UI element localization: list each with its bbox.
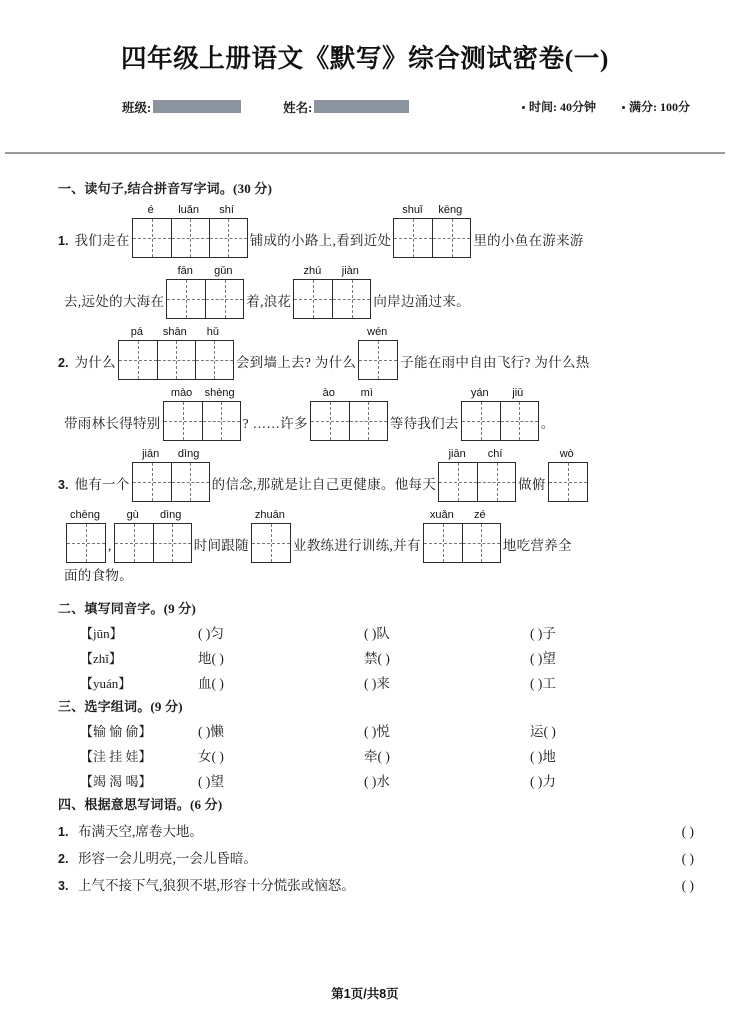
answer-slot[interactable]: ( )匀: [198, 625, 224, 641]
pinyin-label: jiān: [448, 448, 466, 460]
answer-cell[interactable]: [157, 341, 195, 379]
answer-slot[interactable]: ( )懒: [198, 723, 224, 739]
pinyin-label: zhuān: [254, 509, 285, 521]
exercise-row: [58, 720, 708, 740]
pinyin-label: wén: [367, 326, 388, 338]
sentence-text: 。: [540, 415, 555, 431]
answer-cell[interactable]: [349, 402, 387, 440]
answer-cell[interactable]: [500, 402, 538, 440]
meta-group: [522, 98, 712, 115]
cue-label: 【输 愉 偷】: [80, 723, 152, 739]
answer-cells[interactable]: [393, 218, 471, 258]
pinyin-grid[interactable]: [423, 508, 501, 563]
pinyin-label: jiān: [142, 448, 160, 460]
answer-cell[interactable]: [549, 463, 587, 501]
pinyin-grid[interactable]: [358, 325, 398, 380]
answer-cell[interactable]: [115, 524, 153, 562]
cue-label: 【竭 渴 喝】: [80, 773, 152, 789]
answer-cells[interactable]: [548, 462, 588, 502]
answer-slot[interactable]: ( )望: [198, 773, 224, 789]
pinyin-row: [118, 325, 234, 340]
pinyin-label: zhú: [303, 265, 322, 277]
sentence-text: 着,浪花: [246, 293, 292, 309]
cue-label: 【jūn】: [80, 625, 123, 641]
pinyin-label: shān: [162, 326, 187, 338]
answer-cell[interactable]: [205, 280, 243, 318]
pinyin-row: [358, 325, 398, 340]
bullet-icon: [522, 106, 525, 109]
sentence-text: 带雨林长得特别: [64, 415, 161, 431]
pinyin-grid[interactable]: [251, 508, 291, 563]
answer-slot[interactable]: ( )子: [530, 625, 556, 641]
pinyin-grid[interactable]: [114, 508, 192, 563]
pinyin-grid[interactable]: [293, 264, 371, 319]
answer-cells[interactable]: [66, 523, 106, 563]
score-meta-text: 满分: 100分: [629, 100, 690, 115]
pinyin-grid[interactable]: [118, 325, 234, 380]
pinyin-grid[interactable]: [66, 508, 106, 563]
meaning-row: [58, 847, 708, 867]
pinyin-label: shèng: [204, 387, 235, 399]
exam-content: [0, 170, 730, 894]
score-meta: [622, 98, 690, 115]
answer-cell[interactable]: [209, 219, 247, 257]
item-number: 3.: [58, 878, 69, 893]
answer-slot[interactable]: ( )工: [530, 675, 556, 691]
pinyin-label: mào: [170, 387, 193, 399]
section-four-heading: 四、根据意思写词语。(6 分): [58, 796, 223, 812]
exercise-row: [58, 745, 708, 765]
sentence-text: 去,远处的大海在: [64, 293, 165, 309]
answer-cell[interactable]: [332, 280, 370, 318]
pinyin-row: [461, 386, 539, 401]
answer-slot[interactable]: 牵( ): [364, 748, 390, 764]
answer-cells[interactable]: [438, 462, 516, 502]
section-one-body: [58, 203, 708, 594]
answer-cells[interactable]: [358, 340, 398, 380]
sentence-text: 会到墙上去? 为什么: [235, 354, 357, 370]
pinyin-grid[interactable]: [166, 264, 244, 319]
name-field[interactable]: [283, 98, 409, 116]
sentence-text: 我们走在: [74, 232, 130, 248]
pinyin-grid[interactable]: [163, 386, 241, 441]
section-three-heading: 三、选字组词。(9 分): [58, 698, 183, 714]
pinyin-label: ào: [322, 387, 335, 399]
exercise-row: [58, 622, 708, 642]
answer-slot[interactable]: ( )地: [530, 748, 556, 764]
answer-cell[interactable]: [202, 402, 240, 440]
cue-label: 【yuán】: [80, 675, 132, 691]
sentence-text: 等待我们去: [389, 415, 459, 431]
answer-cell[interactable]: [477, 463, 515, 501]
sentence-text: 的信念,那就是让自己更健康。他每天: [211, 476, 437, 492]
answer-cell[interactable]: [167, 280, 205, 318]
answer-cells[interactable]: [118, 340, 234, 380]
class-field[interactable]: [122, 98, 241, 116]
pinyin-row: [114, 508, 192, 523]
sentence-text: 业教练进行训练,并有: [292, 537, 421, 553]
section-two-body: [58, 622, 708, 692]
question-line: [58, 325, 708, 380]
answer-slot[interactable]: 女( ): [198, 748, 224, 764]
pinyin-label: kēng: [438, 204, 463, 216]
meaning-row: [58, 874, 708, 894]
pinyin-row: [251, 508, 291, 523]
answer-blank[interactable]: ( ): [681, 877, 694, 893]
answer-cell[interactable]: [462, 524, 500, 562]
pinyin-label: yán: [470, 387, 489, 399]
item-number: 1.: [58, 824, 69, 839]
pinyin-row: [548, 447, 588, 462]
pinyin-label: pá: [130, 326, 143, 338]
pinyin-grid[interactable]: [310, 386, 388, 441]
pinyin-label: jiū: [512, 387, 524, 399]
pinyin-row: [293, 264, 371, 279]
pinyin-row: [132, 447, 210, 462]
class-redaction: [153, 100, 241, 113]
sentence-text: ? ……许多: [242, 415, 308, 431]
sentence-text: 做俯: [518, 476, 546, 492]
sentence-text: 他有一个: [74, 476, 130, 492]
meaning-row: [58, 820, 708, 840]
pinyin-row: [438, 447, 516, 462]
class-label: 班级:: [122, 100, 152, 115]
sentence-text: 子能在雨中自由飞行? 为什么热: [400, 354, 590, 370]
answer-cell[interactable]: [311, 402, 349, 440]
section-two-heading: 二、填写同音字。(9 分): [58, 600, 197, 616]
pinyin-label: luǎn: [178, 204, 200, 216]
sentence-text: 面的食物。: [64, 568, 133, 583]
pinyin-grid[interactable]: [132, 447, 210, 502]
section-three-body: [58, 720, 708, 790]
answer-cell[interactable]: [133, 219, 171, 257]
pinyin-grid[interactable]: [132, 203, 248, 258]
pinyin-label: gǔn: [214, 265, 233, 277]
answer-cell[interactable]: [432, 219, 470, 257]
pinyin-row: [163, 386, 241, 401]
answer-slot[interactable]: 禁( ): [364, 650, 390, 666]
pinyin-grid[interactable]: [461, 386, 539, 441]
answer-cells[interactable]: [163, 401, 241, 441]
answer-cells[interactable]: [166, 279, 244, 319]
answer-cells[interactable]: [132, 218, 248, 258]
section-one-heading: 一、读句子,结合拼音写字词。(30 分): [58, 181, 273, 196]
pinyin-label: jiàn: [341, 265, 359, 277]
question-number: 2.: [58, 355, 69, 370]
answer-blank[interactable]: ( ): [681, 823, 694, 839]
answer-cell[interactable]: [164, 402, 202, 440]
meaning-description: 形容一会儿明亮,一会儿昏暗。: [78, 850, 257, 866]
pinyin-row: [66, 508, 106, 523]
pinyin-label: mì: [360, 387, 373, 399]
answer-cell[interactable]: [133, 463, 171, 501]
page-title: 四年级上册语文《默写》综合测试密卷(一): [121, 44, 609, 73]
answer-cells[interactable]: [132, 462, 210, 502]
question-line: [58, 508, 708, 563]
pinyin-label: chēng: [70, 509, 100, 521]
pinyin-row: [310, 386, 388, 401]
identity-bar: [0, 97, 730, 117]
pinyin-row: [423, 508, 501, 523]
exercise-row: [58, 672, 708, 692]
question-number: 3.: [58, 477, 69, 492]
item-number: 2.: [58, 851, 69, 866]
pinyin-label: é: [147, 204, 154, 216]
page-footer: 第1页/共8页: [331, 987, 399, 1001]
meaning-description: 上气不接下气,狼狈不堪,形容十分慌张或恼怒。: [78, 877, 355, 893]
answer-slot[interactable]: ( )来: [364, 675, 390, 691]
answer-slot[interactable]: ( )水: [364, 773, 390, 789]
pinyin-grid[interactable]: [393, 203, 471, 258]
pinyin-grid[interactable]: [438, 447, 516, 502]
sentence-text: 为什么: [74, 354, 116, 370]
answer-cell[interactable]: [119, 341, 157, 379]
exercise-row: [58, 647, 708, 667]
cue-label: 【洼 挂 娃】: [80, 748, 152, 764]
pinyin-label: wò: [559, 448, 574, 460]
question-number: 1.: [58, 233, 69, 248]
pinyin-row: [166, 264, 244, 279]
answer-cells[interactable]: [251, 523, 291, 563]
answer-slot[interactable]: 血( ): [198, 675, 224, 691]
answer-cells[interactable]: [461, 401, 539, 441]
exercise-row: [58, 770, 708, 790]
answer-cell[interactable]: [153, 524, 191, 562]
name-redaction: [314, 100, 409, 113]
meaning-description: 布满天空,席卷大地。: [78, 823, 203, 839]
pinyin-label: shuǐ: [402, 204, 423, 216]
cue-label: 【zhǐ】: [80, 650, 122, 666]
pinyin-label: dìng: [177, 448, 200, 460]
answer-cell[interactable]: [171, 219, 209, 257]
answer-cells[interactable]: [310, 401, 388, 441]
pinyin-label: shí: [219, 204, 234, 216]
time-meta: [522, 98, 596, 115]
sentence-text: 里的小鱼在游来游: [473, 232, 584, 248]
answer-cell[interactable]: [171, 463, 209, 501]
sentence-text: 向岸边涌过来。: [373, 293, 470, 309]
answer-cell[interactable]: [394, 219, 432, 257]
time-meta-text: 时间: 40分钟: [529, 100, 596, 115]
question-line: [58, 569, 708, 594]
answer-cell[interactable]: [294, 280, 332, 318]
answer-slot[interactable]: ( )悦: [364, 723, 390, 739]
answer-cells[interactable]: [293, 279, 371, 319]
sentence-text: ,: [108, 537, 112, 553]
pinyin-label: gù: [126, 509, 139, 521]
answer-slot[interactable]: 地( ): [198, 650, 224, 666]
question-line: [58, 386, 708, 441]
question-line: [58, 264, 708, 319]
pinyin-label: dìng: [159, 509, 182, 521]
title-block: [0, 0, 730, 75]
pinyin-label: chí: [487, 448, 503, 460]
answer-cell[interactable]: [424, 524, 462, 562]
pinyin-row: [132, 203, 248, 218]
answer-cell[interactable]: [67, 524, 105, 562]
answer-blank[interactable]: ( ): [681, 850, 694, 866]
name-label: 姓名:: [283, 100, 313, 115]
answer-slot[interactable]: 运( ): [530, 723, 556, 739]
pinyin-label: fān: [177, 265, 193, 277]
answer-cell[interactable]: [359, 341, 397, 379]
sentence-text: 铺成的小路上,看到近处: [249, 232, 392, 248]
answer-cell[interactable]: [439, 463, 477, 501]
section-four-body: [58, 820, 708, 894]
pinyin-row: [393, 203, 471, 218]
answer-cells[interactable]: [423, 523, 501, 563]
pinyin-grid[interactable]: [548, 447, 588, 502]
sentence-text: 时间跟随: [193, 537, 249, 553]
header-divider: [5, 152, 725, 154]
question-line: [58, 447, 708, 502]
pinyin-label: zé: [473, 509, 486, 521]
question-line: [58, 203, 708, 258]
answer-cells[interactable]: [114, 523, 192, 563]
answer-cell[interactable]: [252, 524, 290, 562]
answer-cell[interactable]: [195, 341, 233, 379]
pinyin-label: xuǎn: [429, 509, 454, 521]
sentence-text: 地吃营养全: [502, 537, 572, 553]
answer-cell[interactable]: [462, 402, 500, 440]
answer-slot[interactable]: ( )力: [530, 773, 556, 789]
answer-slot[interactable]: ( )队: [364, 625, 390, 641]
answer-slot[interactable]: ( )望: [530, 650, 556, 666]
bullet-icon: [622, 106, 625, 109]
pinyin-label: hǔ: [206, 326, 219, 338]
